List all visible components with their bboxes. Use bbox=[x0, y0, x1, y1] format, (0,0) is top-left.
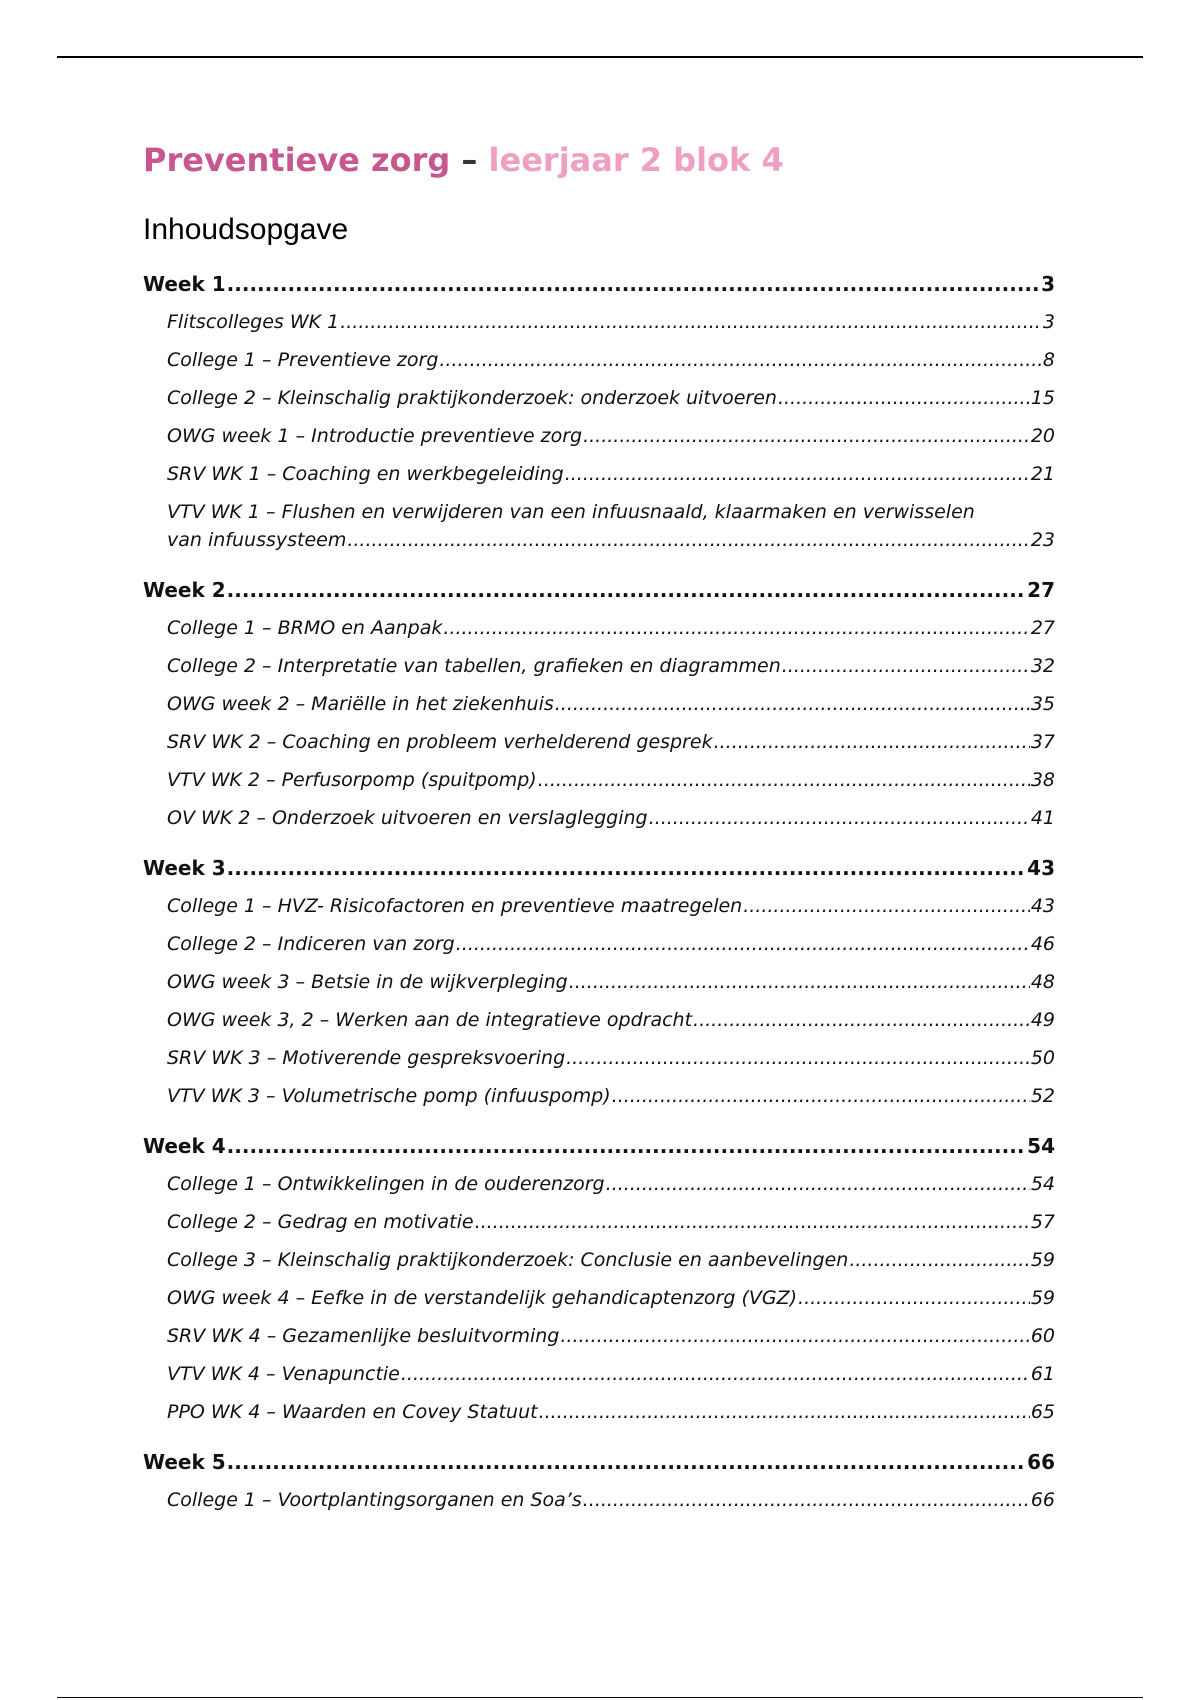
toc-entry[interactable] bbox=[143, 930, 1055, 958]
toc-entry-label: SRV WK 3 – Motiverende gespreksvoering bbox=[167, 1047, 566, 1069]
toc-dot-leader bbox=[401, 1360, 1030, 1388]
toc-page-number: 50 bbox=[1030, 1047, 1055, 1069]
title-separator: – bbox=[461, 141, 478, 179]
toc-dot-leader bbox=[227, 1448, 1027, 1476]
toc-entry[interactable] bbox=[143, 1082, 1055, 1110]
toc-dot-leader bbox=[714, 728, 1030, 756]
toc-page-number: 27 bbox=[1030, 617, 1055, 639]
toc-week-entry[interactable] bbox=[143, 1448, 1055, 1476]
toc-page-number: 54 bbox=[1030, 1173, 1055, 1195]
toc-dot-leader bbox=[612, 1082, 1030, 1110]
toc-entry-label: VTV WK 3 – Volumetrische pomp (infuuspomp) bbox=[167, 1085, 611, 1107]
toc-page-number: 66 bbox=[1027, 1450, 1055, 1474]
toc-dot-leader bbox=[693, 1006, 1030, 1034]
toc-entry-label: VTV WK 4 – Venapunctie bbox=[167, 1363, 400, 1385]
toc-dot-leader bbox=[456, 930, 1030, 958]
toc-entry[interactable] bbox=[143, 1170, 1055, 1198]
toc-entry-label: College 2 – Gedrag en motivatie bbox=[167, 1211, 474, 1233]
toc-entry-label: College 2 – Indiceren van zorg bbox=[167, 933, 455, 955]
toc-page-number: 15 bbox=[1030, 387, 1055, 409]
toc-entry[interactable] bbox=[143, 1246, 1055, 1274]
toc-page-number: 3 bbox=[1042, 311, 1055, 333]
toc-entry[interactable] bbox=[143, 766, 1055, 794]
title-course-year: leerjaar 2 blok 4 bbox=[488, 141, 784, 179]
toc-entry[interactable] bbox=[143, 1398, 1055, 1426]
toc-page-number: 46 bbox=[1030, 933, 1055, 955]
toc-week-entry[interactable] bbox=[143, 270, 1055, 298]
toc-entry-label: College 1 – Preventieve zorg bbox=[167, 349, 439, 371]
toc-entry[interactable] bbox=[143, 1284, 1055, 1312]
header-rule bbox=[57, 56, 1143, 58]
toc-page-number: 35 bbox=[1030, 693, 1055, 715]
toc-dot-leader bbox=[798, 1284, 1030, 1312]
toc-entry-label: Week 5 bbox=[143, 1450, 226, 1474]
toc-page-number: 23 bbox=[1030, 529, 1055, 551]
toc-entry-label: College 1 – Voortplantingsorganen en Soa’s bbox=[167, 1489, 582, 1511]
toc-entry-label: OWG week 3 – Betsie in de wijkverpleging bbox=[167, 971, 568, 993]
toc-page-number: 3 bbox=[1041, 272, 1055, 296]
toc-entry-label: Week 3 bbox=[143, 856, 226, 880]
toc-page-number: 59 bbox=[1030, 1249, 1055, 1271]
toc-page-number: 57 bbox=[1030, 1211, 1055, 1233]
document-title bbox=[143, 140, 784, 180]
toc-dot-leader bbox=[555, 690, 1030, 718]
toc-dot-leader bbox=[569, 968, 1030, 996]
toc-entry[interactable] bbox=[143, 1044, 1055, 1072]
toc-dot-leader bbox=[849, 1246, 1030, 1274]
toc-week-entry[interactable] bbox=[143, 1132, 1055, 1160]
toc-week-entry[interactable] bbox=[143, 854, 1055, 882]
toc-page-number: 43 bbox=[1030, 895, 1055, 917]
toc-entry-label: Flitscolleges WK 1 bbox=[167, 311, 340, 333]
toc-dot-leader bbox=[439, 346, 1042, 374]
toc-dot-leader bbox=[340, 308, 1042, 336]
toc-entry-label: SRV WK 1 – Coaching en werkbegeleiding bbox=[167, 463, 564, 485]
toc-entry[interactable] bbox=[143, 1208, 1055, 1236]
toc-entry[interactable] bbox=[143, 460, 1055, 488]
toc-entry[interactable] bbox=[143, 728, 1055, 756]
toc-entry-label: College 1 – Ontwikkelingen in de ouderenzorg bbox=[167, 1173, 605, 1195]
toc-entry[interactable] bbox=[143, 498, 1055, 554]
toc-heading: Inhoudsopgave bbox=[143, 213, 349, 246]
toc-dot-leader bbox=[443, 614, 1029, 642]
toc-entry[interactable] bbox=[143, 1360, 1055, 1388]
table-of-contents bbox=[143, 270, 1055, 1524]
toc-page-number: 41 bbox=[1030, 807, 1055, 829]
toc-dot-leader bbox=[227, 576, 1027, 604]
toc-entry[interactable] bbox=[143, 968, 1055, 996]
footer-rule bbox=[57, 1697, 1143, 1698]
toc-page-number: 8 bbox=[1042, 349, 1055, 371]
toc-entry-label: College 1 – HVZ- Risicofactoren en preventieve maatregelen bbox=[167, 895, 743, 917]
toc-page-number: 48 bbox=[1030, 971, 1055, 993]
toc-page-number: 38 bbox=[1030, 769, 1055, 791]
toc-entry-label: Week 4 bbox=[143, 1134, 226, 1158]
toc-dot-leader bbox=[583, 1486, 1030, 1514]
toc-entry-label-line1: VTV WK 1 – Flushen en verwijderen van een infuusnaald, klaarmaken en verwisselen bbox=[167, 501, 975, 523]
toc-page-number: 65 bbox=[1030, 1401, 1055, 1423]
toc-entry-label: Week 1 bbox=[143, 272, 226, 296]
toc-entry-label-line2: van infuussysteem bbox=[167, 529, 347, 551]
toc-page-number: 66 bbox=[1030, 1489, 1055, 1511]
toc-dot-leader bbox=[649, 804, 1030, 832]
toc-dot-leader bbox=[560, 1322, 1029, 1350]
toc-page-number: 52 bbox=[1030, 1085, 1055, 1107]
toc-page-number: 27 bbox=[1027, 578, 1055, 602]
toc-page-number: 61 bbox=[1030, 1363, 1055, 1385]
title-subject: Preventieve zorg bbox=[143, 141, 451, 179]
toc-page-number: 49 bbox=[1030, 1009, 1055, 1031]
toc-entry-label: Week 2 bbox=[143, 578, 226, 602]
toc-dot-leader bbox=[778, 384, 1030, 412]
toc-entry[interactable] bbox=[143, 346, 1055, 374]
toc-entry[interactable] bbox=[143, 1006, 1055, 1034]
toc-page-number: 20 bbox=[1030, 425, 1055, 447]
toc-entry[interactable] bbox=[143, 422, 1055, 450]
toc-entry[interactable] bbox=[143, 804, 1055, 832]
toc-entry-label: College 3 – Kleinschalig praktijkonderzoek: Conclusie en aanbevelingen bbox=[167, 1249, 849, 1271]
toc-week-entry[interactable] bbox=[143, 576, 1055, 604]
toc-entry[interactable] bbox=[143, 690, 1055, 718]
toc-entry-label: PPO WK 4 – Waarden en Covey Statuut bbox=[167, 1401, 538, 1423]
toc-page-number: 21 bbox=[1030, 463, 1055, 485]
toc-entry[interactable] bbox=[143, 1322, 1055, 1350]
toc-dot-leader bbox=[227, 270, 1040, 298]
toc-entry-label: OWG week 4 – Eefke in de verstandelijk gehandicaptenzorg (VGZ) bbox=[167, 1287, 798, 1309]
toc-dot-leader bbox=[538, 766, 1030, 794]
toc-entry-label: College 2 – Interpretatie van tabellen, grafieken en diagrammen bbox=[167, 655, 781, 677]
toc-entry[interactable] bbox=[143, 652, 1055, 680]
toc-dot-leader bbox=[539, 1398, 1030, 1426]
toc-entry-label: OWG week 3, 2 – Werken aan de integratieve opdracht bbox=[167, 1009, 693, 1031]
toc-dot-leader bbox=[743, 892, 1030, 920]
toc-entry[interactable] bbox=[143, 614, 1055, 642]
toc-page-number: 59 bbox=[1030, 1287, 1055, 1309]
toc-entry-label: SRV WK 4 – Gezamenlijke besluitvorming bbox=[167, 1325, 560, 1347]
toc-page-number: 54 bbox=[1027, 1134, 1055, 1158]
toc-page-number: 32 bbox=[1030, 655, 1055, 677]
toc-entry[interactable] bbox=[143, 1486, 1055, 1514]
toc-entry-label: OWG week 1 – Introductie preventieve zorg bbox=[167, 425, 583, 447]
toc-dot-leader bbox=[782, 652, 1030, 680]
toc-page-number: 60 bbox=[1030, 1325, 1055, 1347]
toc-dot-leader bbox=[227, 1132, 1027, 1160]
toc-entry[interactable] bbox=[143, 892, 1055, 920]
toc-entry[interactable] bbox=[143, 308, 1055, 336]
toc-dot-leader bbox=[565, 460, 1030, 488]
toc-entry-label: College 1 – BRMO en Aanpak bbox=[167, 617, 443, 639]
toc-page-number: 43 bbox=[1027, 856, 1055, 880]
toc-dot-leader bbox=[583, 422, 1030, 450]
toc-entry-label: OV WK 2 – Onderzoek uitvoeren en verslaglegging bbox=[167, 807, 648, 829]
toc-dot-leader bbox=[347, 526, 1029, 554]
toc-entry-label: VTV WK 2 – Perfusorpomp (spuitpomp) bbox=[167, 769, 537, 791]
toc-page-number: 37 bbox=[1030, 731, 1055, 753]
toc-entry[interactable] bbox=[143, 384, 1055, 412]
toc-dot-leader bbox=[227, 854, 1027, 882]
toc-entry-label: OWG week 2 – Mariëlle in het ziekenhuis bbox=[167, 693, 554, 715]
toc-entry-label: SRV WK 2 – Coaching en probleem verhelderend gesprek bbox=[167, 731, 713, 753]
toc-dot-leader bbox=[606, 1170, 1030, 1198]
toc-dot-leader bbox=[475, 1208, 1030, 1236]
toc-dot-leader bbox=[566, 1044, 1030, 1072]
toc-entry-label: College 2 – Kleinschalig praktijkonderzoek: onderzoek uitvoeren bbox=[167, 387, 777, 409]
